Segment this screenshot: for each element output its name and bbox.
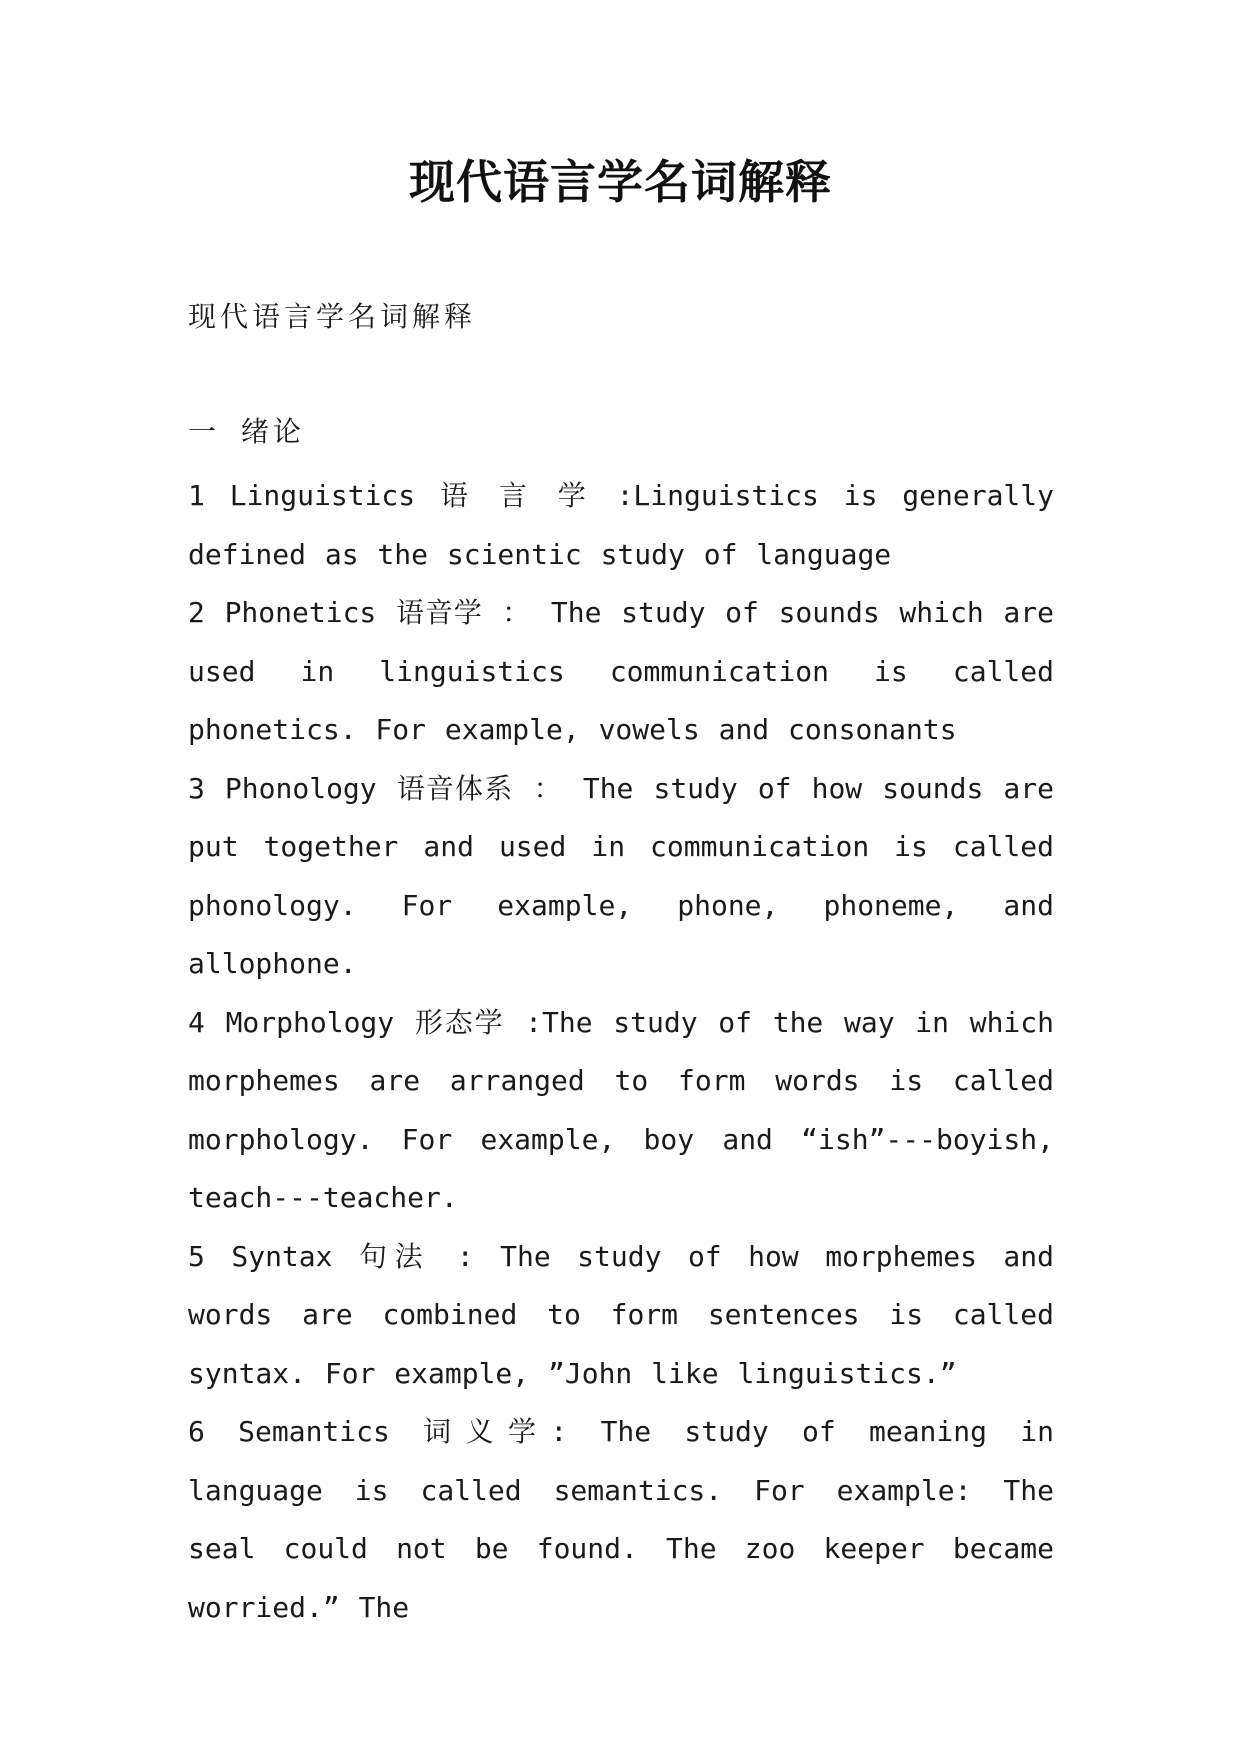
document-title: 现代语言学名词解释 bbox=[409, 155, 832, 209]
section-heading: 一 绪论 bbox=[188, 415, 305, 448]
term-list bbox=[188, 467, 1054, 1637]
term-entry-phonology: 3 Phonology 语音体系 ： The study of how sounds are put together and used in communication is called phonology. For example, phone, phoneme, and allophone. bbox=[188, 771, 1054, 980]
term-entry-syntax: 5 Syntax 句法 : The study of how morphemes and words are combined to form sentences is called syntax. For example, ”John like linguistics.” bbox=[188, 1239, 1054, 1390]
term-entry-semantics: 6 Semantics 词义学: The study of meaning in language is called semantics. For example: The seal could not be found. The zoo keeper became worried.” The bbox=[188, 1415, 1054, 1624]
document-subtitle: 现代语言学名词解释 bbox=[188, 300, 477, 333]
term-entry-phonetics: 2 Phonetics 语音学 ： The study of sounds which are used in linguistics communication is called phonetics. For example, vowels and consonants bbox=[188, 596, 1054, 746]
term-entry-morphology: 4 Morphology 形态学 :The study of the way in which morphemes are arranged to form words is called morphology. For example, boy and “ish”---boyish, teach---teacher. bbox=[188, 1005, 1054, 1214]
term-entry-linguistics: 1 Linguistics 语 言 学 :Linguistics is generally defined as the scientic study of language bbox=[188, 479, 1054, 571]
